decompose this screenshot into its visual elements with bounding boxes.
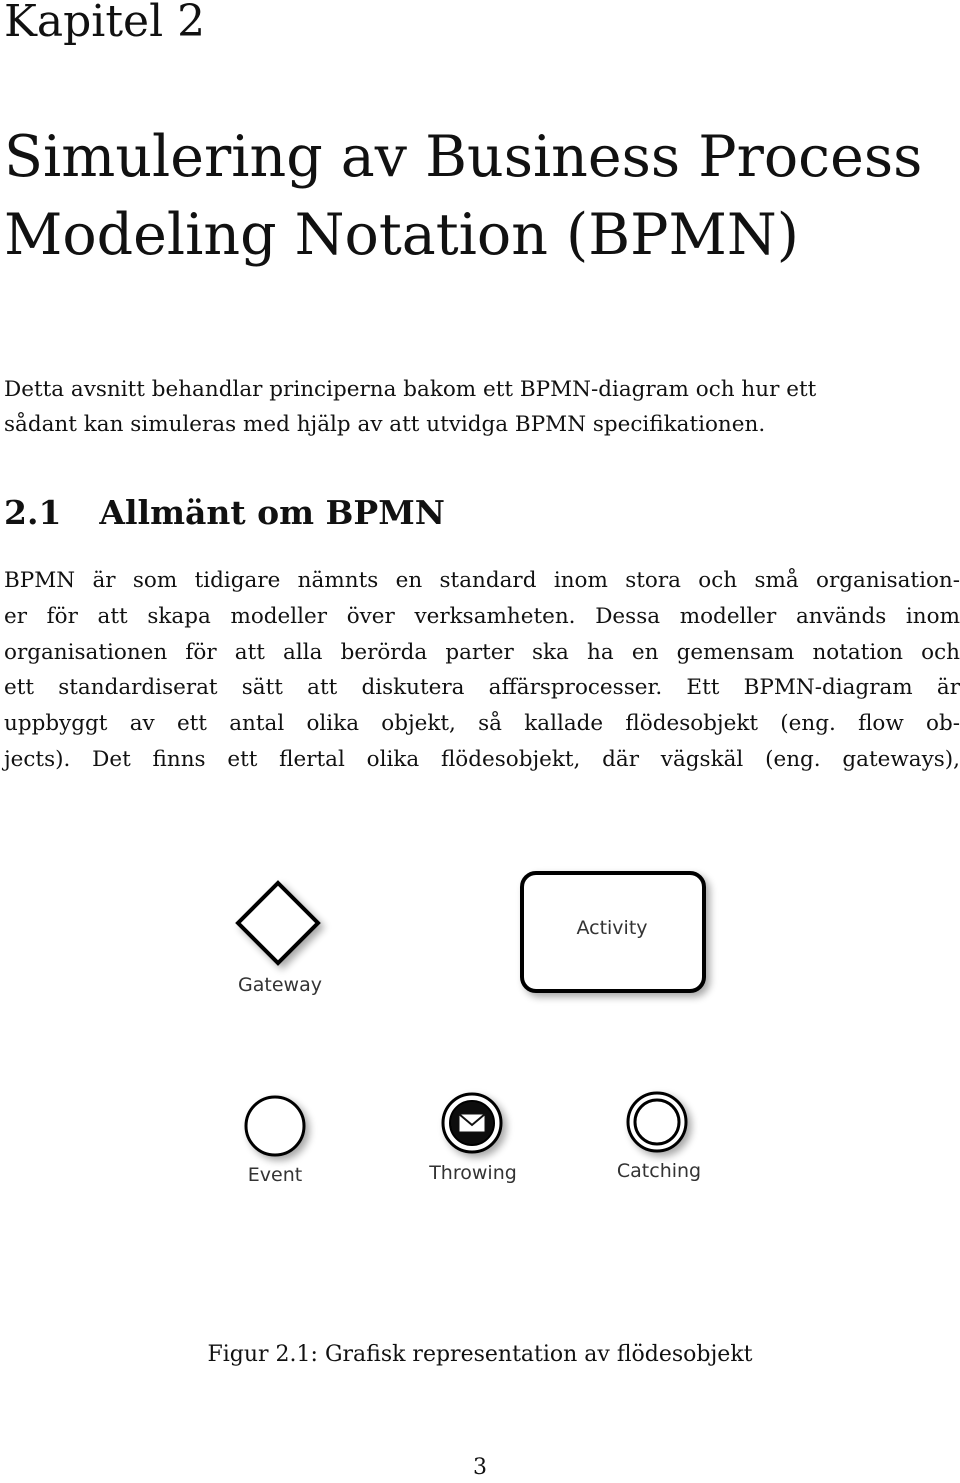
body-line-3: organisationen för att alla berörda parter ska ha en gemensam notation och	[4, 639, 960, 665]
body-paragraph	[4, 563, 960, 778]
body-line-2: er för att skapa modeller över verksamheten. Dessa modeller används inom	[4, 603, 960, 629]
gateway-icon	[238, 883, 318, 963]
page-number: 3	[473, 1455, 487, 1480]
body-line-1: BPMN är som tidigare nämnts en standard inom stora och små organisation-	[4, 568, 960, 593]
body-line-6: jects). Det finns ett flertal olika flödesobjekt, där vägskäl (eng. gateways),	[4, 746, 960, 772]
activity-label: Activity	[576, 917, 648, 939]
body-line-4: ett standardiserat sätt att diskutera affärsprocesser. Ett BPMN-diagram är	[4, 675, 960, 701]
throwing-label: Throwing	[429, 1162, 517, 1184]
section-number: 2.1	[4, 493, 62, 532]
body-line-5: uppbyggt av ett antal olika objekt, så kallade flödesobjekt (eng. flow ob-	[4, 711, 960, 737]
event-icon	[246, 1097, 304, 1155]
intro-paragraph	[4, 372, 960, 442]
event-label: Event	[247, 1164, 303, 1186]
intro-line-2: sådant kan simuleras med hjälp av att utvidga BPMN specifikationen.	[4, 412, 766, 437]
chapter-title	[4, 118, 922, 274]
chapter-label: Kapitel 2	[4, 0, 206, 47]
intro-line-1: Detta avsnitt behandlar principerna bakom ett BPMN-diagram och hur ett	[4, 377, 817, 402]
section-title: Allmänt om BPMN	[99, 493, 445, 532]
gateway-label: Gateway	[238, 974, 322, 996]
catching-event-icon	[628, 1093, 686, 1151]
figure-flow-objects	[0, 840, 960, 1240]
chapter-title-line-2: Modeling Notation (BPMN)	[4, 202, 799, 268]
catching-label: Catching	[616, 1160, 702, 1182]
figure-caption: Figur 2.1: Grafisk representation av flödesobjekt	[207, 1342, 753, 1367]
chapter-title-line-1: Simulering av Business Process	[4, 124, 923, 190]
envelope-icon	[459, 1114, 485, 1132]
section-heading	[4, 491, 445, 535]
